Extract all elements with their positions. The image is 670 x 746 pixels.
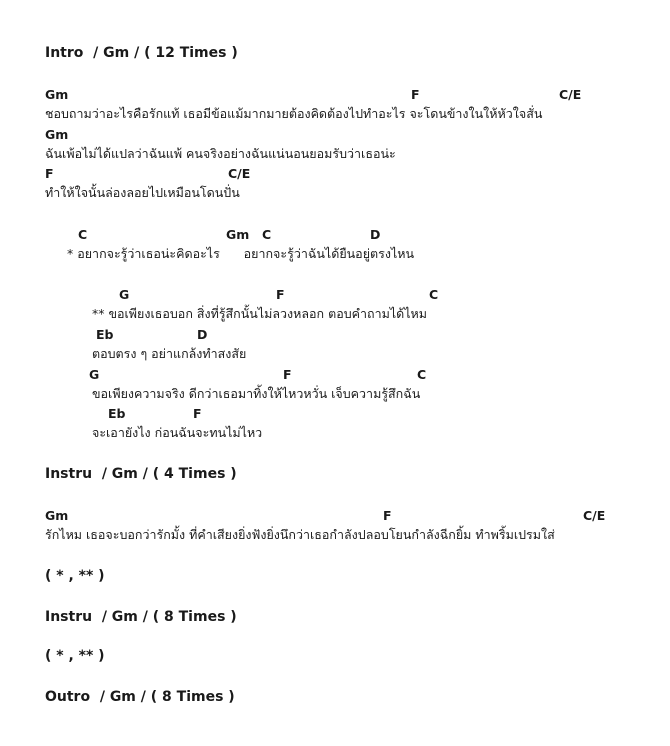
repeat-mark: ( * , ** ): [45, 648, 105, 664]
chord: Eb: [108, 406, 126, 421]
lyric-line: ชอบถามว่าอะไรคือรักแท้ เธอมีข้อแม้มากมายต้องคิดต้องไปทำอะไร จะโดนข้างในให้หัวใจสั่น: [45, 106, 543, 121]
chord: C: [429, 287, 439, 302]
lyric-line: รักไหม เธอจะบอกว่ารักมั้ง ที่คำเสียงยิ่งฟังยิ่งนึกว่าเธอกำลังปลอบโยนกำลังฉีกยิ้ม ทำพริ้มเปรมใส่: [45, 527, 555, 542]
chord: G: [89, 367, 100, 382]
section-instru: Instru / Gm / ( 4 Times ): [45, 466, 237, 482]
chord: C/E: [228, 166, 251, 181]
chord: F: [45, 166, 54, 181]
chord: G: [119, 287, 130, 302]
lyric-line: ** ขอเพียงเธอบอก สิ่งที่รู้สึกนั้นไม่ลวงหลอก ตอบคำถามได้ไหม: [92, 306, 428, 321]
repeat-mark: ( * , ** ): [45, 568, 105, 584]
chord: C: [262, 227, 272, 242]
chord: C/E: [559, 87, 582, 102]
chord: Gm: [45, 508, 69, 523]
chord: F: [383, 508, 392, 523]
section-intro: Intro / Gm / ( 12 Times ): [45, 45, 238, 61]
chord: Gm: [45, 87, 69, 102]
chord: D: [370, 227, 381, 242]
chord: F: [283, 367, 292, 382]
chord: Gm: [226, 227, 250, 242]
chord: D: [197, 327, 208, 342]
lyric-line: ขอเพียงความจริง ดีกว่าเธอมาทิ้งให้ไหวหวั่น เจ็บความรู้สึกฉัน: [92, 386, 421, 401]
chord: Gm: [45, 127, 69, 142]
chord: C/E: [583, 508, 606, 523]
lyric-line: ทำให้ใจนั้นล่องลอยไปเหมือนโดนปั่น: [45, 185, 240, 200]
chord: C: [78, 227, 88, 242]
section-outro: Outro / Gm / ( 8 Times ): [45, 689, 235, 705]
chord: F: [276, 287, 285, 302]
lyric-line: ตอบตรง ๆ อย่าแกล้งทำสงสัย: [92, 346, 247, 361]
lyric-line: * อยากจะรู้ว่าเธอน่ะคิดอะไร อยากจะรู้ว่าฉันได้ยืนอยู่ตรงไหน: [67, 246, 415, 261]
chord: C: [417, 367, 427, 382]
lyric-line: ฉันเพ้อไม่ได้แปลว่าฉันแพ้ คนจริงอย่างฉันแน่นอนยอมรับว่าเธอน่ะ: [45, 146, 396, 161]
chord: Eb: [96, 327, 114, 342]
chord: F: [411, 87, 420, 102]
chord: F: [193, 406, 202, 421]
lyric-line: จะเอายังไง ก่อนฉันจะทนไม่ไหว: [92, 425, 263, 440]
section-instru: Instru / Gm / ( 8 Times ): [45, 609, 237, 625]
